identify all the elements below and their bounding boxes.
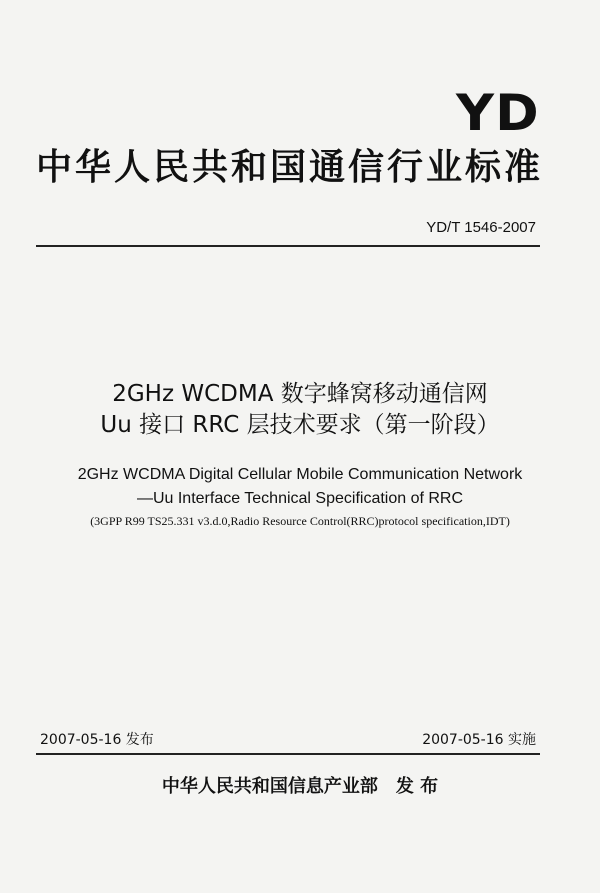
yd-logo: YD — [456, 84, 540, 142]
issue-word: 发 布 — [395, 776, 439, 797]
implementation-date: 2007-05-16 实施 — [422, 732, 536, 748]
issue-date: 2007-05-16 发布 — [40, 732, 154, 748]
top-divider — [36, 245, 540, 247]
title-cn-line2: Uu 接口 RRC 层技术要求（第一阶段） — [100, 412, 500, 438]
bottom-divider — [36, 753, 540, 755]
title-en-line2: —Uu Interface Technical Specification of RRC — [136, 490, 464, 507]
issuing-authority — [0, 778, 600, 796]
title-cn-line1: 2GHz WCDMA 数字蜂窝移动通信网 — [112, 381, 488, 407]
standard-number: YD/T 1546-2007 — [426, 219, 536, 236]
equivalence-note: (3GPP R99 TS25.331 v3.d.0,Radio Resource Control(RRC)protocol specification,IDT) — [90, 514, 510, 528]
title-en-line1: 2GHz WCDMA Digital Cellular Mobile Communication Network — [77, 466, 523, 483]
issuer-name: 中华人民共和国信息产业部 — [161, 776, 378, 797]
industry-standard-title: 中华人民共和国通信行业标准 — [36, 147, 544, 188]
